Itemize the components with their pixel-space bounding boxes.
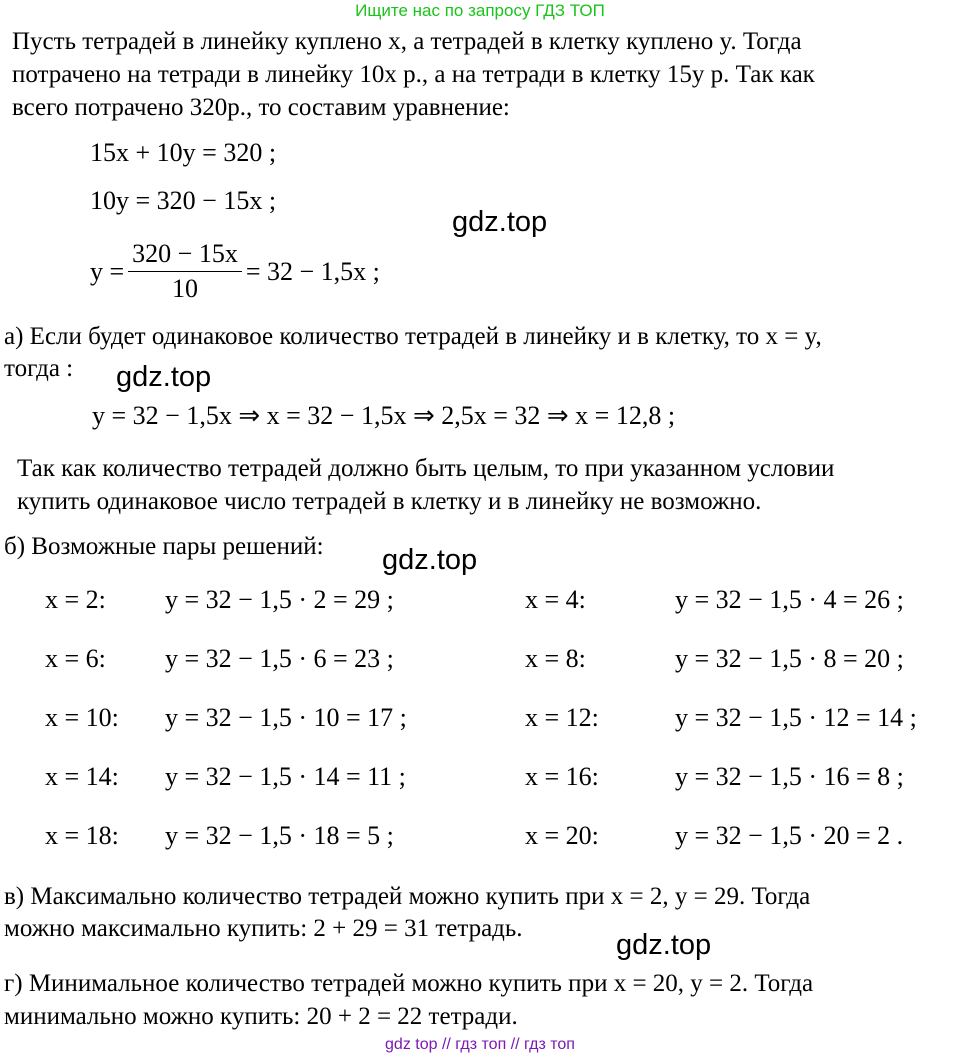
pair-label: x = 12: — [525, 703, 599, 732]
pair-label: x = 4: — [525, 585, 586, 614]
part-g-line-1: г) Минимальное количество тетрадей можно купить при x = 20, y = 2. Тогда — [4, 970, 814, 997]
intro-line-1: Пусть тетрадей в линейку куплено x, а тетрадей в клетку куплено y. Тогда — [12, 28, 802, 55]
watermark-1: gdz.top — [452, 206, 548, 238]
pair-label: x = 2: — [45, 585, 106, 614]
pair-label: x = 20: — [525, 821, 599, 850]
equation-2: 10y = 320 − 15x ; — [90, 186, 277, 215]
pair-equation: y = 32 − 1,5 · 12 = 14 ; — [675, 703, 917, 732]
part-g-line-2: минимально можно купить: 20 + 2 = 22 тетради. — [4, 1003, 518, 1030]
pair-label: x = 16: — [525, 762, 599, 791]
part-b-heading: б) Возможные пары решений: — [4, 533, 324, 560]
part-a-line-2: тогда : — [4, 355, 74, 382]
watermark-4: gdz.top — [616, 929, 712, 961]
pair-equation: y = 32 − 1,5 · 14 = 11 ; — [165, 762, 406, 791]
part-a-conclusion-2: купить одинаковое число тетрадей в клетку и в линейку не возможно. — [17, 488, 762, 515]
watermark-2: gdz.top — [116, 361, 212, 393]
top-banner[interactable]: Ищите нас по запросу ГДЗ ТОП — [355, 1, 605, 20]
pair-equation: y = 32 − 1,5 · 4 = 26 ; — [675, 585, 904, 614]
pair-equation: y = 32 − 1,5 · 16 = 8 ; — [675, 762, 904, 791]
part-a-conclusion-1: Так как количество тетрадей должно быть целым, то при указанном условии — [17, 455, 835, 482]
part-a-chain: y = 32 − 1,5x ⇒ x = 32 − 1,5x ⇒ 2,5x = 32 ⇒ x = 12,8 ; — [92, 401, 676, 430]
part-a-line-1: а) Если будет одинаковое количество тетрадей в линейку и в клетку, то x = y, — [4, 323, 822, 350]
pair-equation: y = 32 − 1,5 · 6 = 23 ; — [165, 644, 394, 673]
equation-1: 15x + 10y = 320 ; — [90, 138, 277, 167]
pair-label: x = 14: — [45, 762, 119, 791]
pair-equation: y = 32 − 1,5 · 2 = 29 ; — [165, 585, 394, 614]
part-v-line-1: в) Максимально количество тетрадей можно купить при x = 2, y = 29. Тогда — [4, 883, 811, 910]
intro-line-3: всего потрачено 320р., то составим уравнение: — [12, 94, 510, 121]
watermark-3: gdz.top — [382, 544, 478, 576]
pair-equation: y = 32 − 1,5 · 10 = 17 ; — [165, 703, 407, 732]
pair-equation: y = 32 − 1,5 · 20 = 2 . — [675, 821, 904, 850]
intro-line-2: потрачено на тетради в линейку 10x р., а на тетради в клетку 15y р. Так как — [12, 61, 815, 88]
part-v-line-2: можно максимально купить: 2 + 29 = 31 тетрадь. — [4, 915, 523, 942]
pair-label: x = 8: — [525, 644, 586, 673]
bottom-banner[interactable]: gdz top // гдз топ // гдз топ — [385, 1036, 575, 1053]
pair-equation: y = 32 − 1,5 · 8 = 20 ; — [675, 644, 904, 673]
pair-label: x = 10: — [45, 703, 119, 732]
equation-3-rhs: = 32 − 1,5x ; — [245, 256, 380, 286]
equation-3-numerator: 320 − 15x — [128, 240, 242, 272]
equation-3-lhs: y = — [90, 256, 125, 286]
pair-label: x = 18: — [45, 821, 119, 850]
equation-3-fraction — [128, 240, 242, 303]
equation-3 — [90, 240, 380, 303]
pair-label: x = 6: — [45, 644, 106, 673]
pair-equation: y = 32 − 1,5 · 18 = 5 ; — [165, 821, 394, 850]
equation-3-denominator: 10 — [172, 274, 198, 303]
